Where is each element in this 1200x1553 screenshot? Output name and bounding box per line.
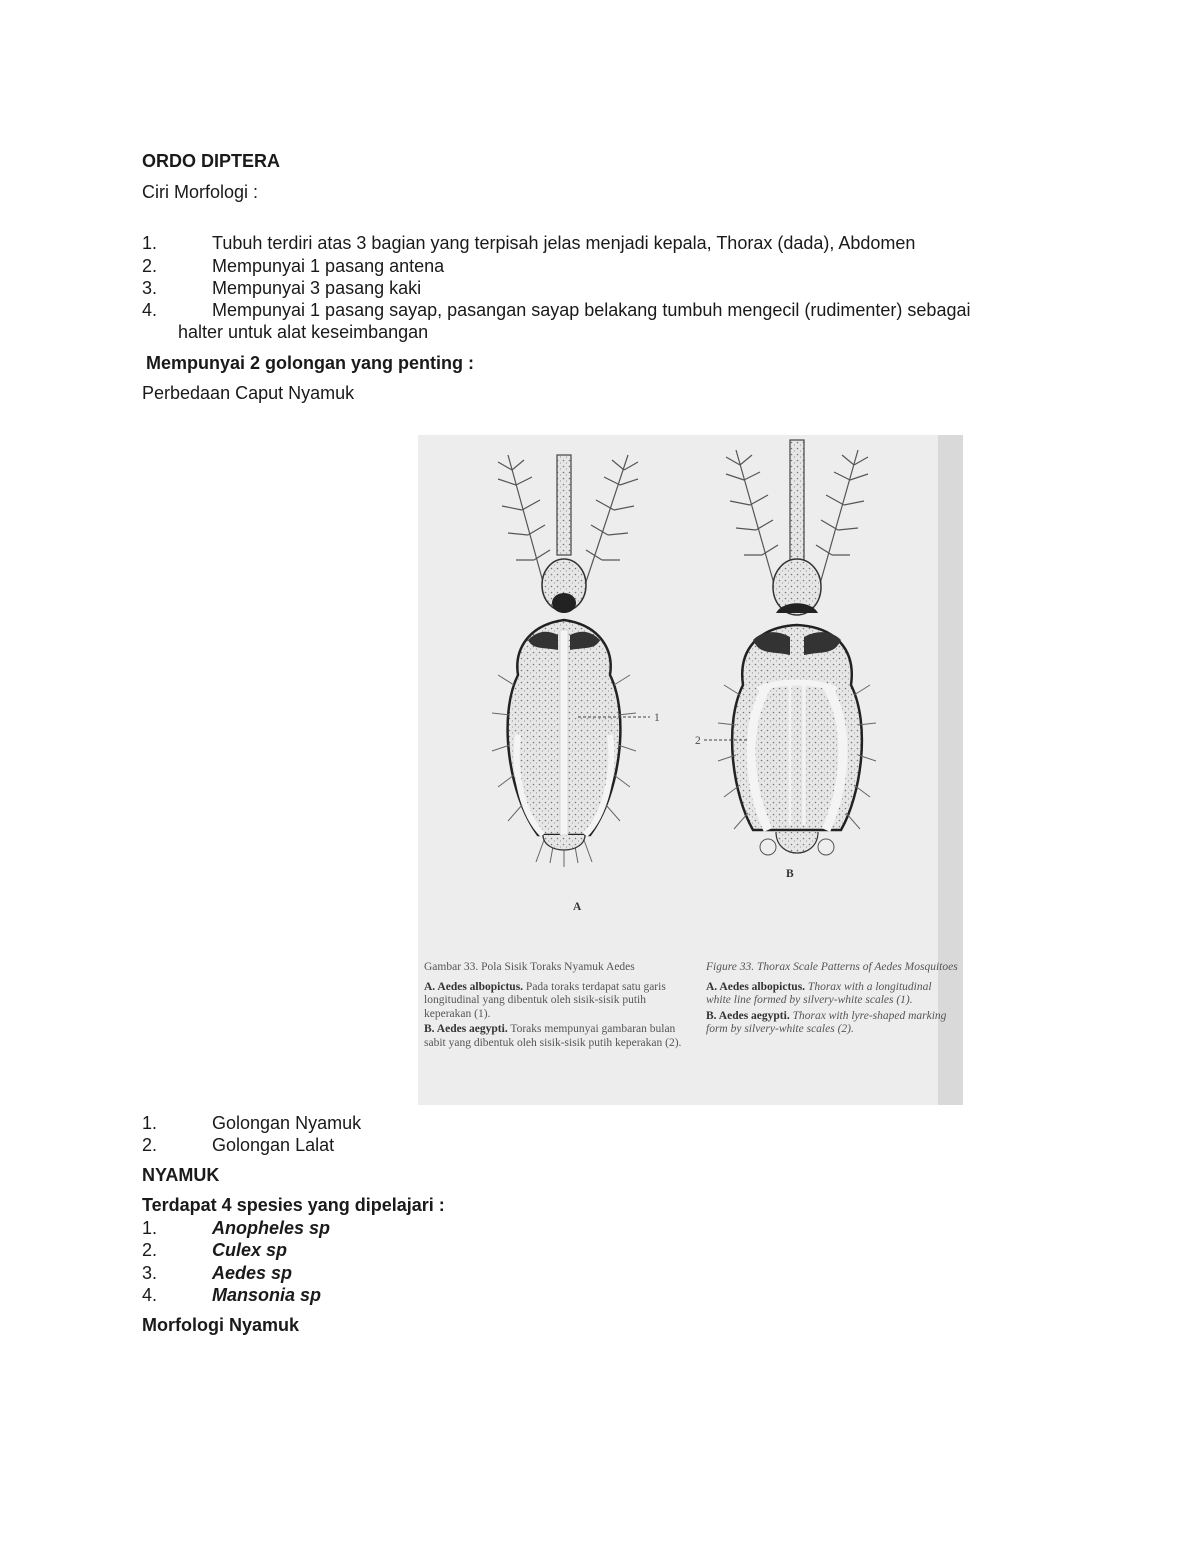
caption-right-a-bold: A. Aedes albopictus.: [706, 980, 806, 993]
list-item: Golongan Lalat: [212, 1135, 335, 1155]
list-item: Mempunyai 3 pasang kaki: [212, 278, 422, 298]
specimen-b-illustration: [695, 440, 876, 880]
caption-left-a-text: Pada toraks terdapat satu garis longitudinal yang dibentuk oleh sisik-sisik putih keperakan (1).: [424, 980, 666, 1020]
species-item: Anopheles sp: [212, 1218, 331, 1238]
species-item: Culex sp: [212, 1240, 288, 1260]
caption-right-a-text: Thorax with a longitudinal white line formed by silvery-white scales (1).: [706, 980, 932, 1006]
caption-right-title: Figure 33. Thorax Scale Patterns of Aedes Mosquitoes: [706, 961, 958, 973]
list-item-continuation: halter untuk alat keseimbangan: [178, 322, 429, 342]
nyamuk-heading: NYAMUK: [142, 1165, 220, 1185]
list-number: 3.: [142, 278, 158, 298]
morfologi-heading: Morfologi Nyamuk: [142, 1315, 300, 1335]
specimen-a-illustration: [492, 455, 660, 913]
list-number: 1.: [142, 1218, 158, 1238]
species-item: Aedes sp: [212, 1263, 293, 1283]
figure-label-a: A: [573, 901, 582, 913]
list-number: 2.: [142, 1135, 158, 1155]
caption-left-b-bold: B. Aedes aegypti.: [424, 1023, 508, 1035]
list-number: 1.: [142, 1113, 158, 1133]
spesies-heading: Terdapat 4 spesies yang dipelajari :: [142, 1195, 445, 1215]
ciri-subtitle: Ciri Morfologi :: [142, 182, 259, 202]
list-number: 4.: [142, 1285, 158, 1305]
caption-left-a-bold: A. Aedes albopictus.: [424, 980, 524, 993]
figure-label-2: 2: [695, 735, 701, 747]
list-number: 2.: [142, 256, 158, 276]
figure-label-b: B: [786, 868, 794, 880]
figure-caption-left: [424, 961, 686, 1101]
species-item: Mansonia sp: [212, 1285, 322, 1305]
list-number: 3.: [142, 1263, 158, 1283]
figure-label-1: 1: [654, 712, 660, 724]
list-item: Mempunyai 1 pasang antena: [212, 256, 445, 276]
list-item: Golongan Nyamuk: [212, 1113, 362, 1133]
list-item: Tubuh terdiri atas 3 bagian yang terpisah jelas menjadi kepala, Thorax (dada), Abdomen: [212, 233, 916, 253]
doc-title: ORDO DIPTERA: [142, 151, 281, 171]
golongan-heading: Mempunyai 2 golongan yang penting :: [146, 353, 475, 373]
caption-right-b-text: Thorax with lyre-shaped marking form by silvery-white scales (2).: [706, 1009, 947, 1035]
list-number: 1.: [142, 233, 158, 253]
mosquito-thorax-figure: [418, 435, 963, 1105]
list-item: Mempunyai 1 pasang sayap, pasangan sayap belakang tumbuh mengecil (rudimenter) sebagai: [212, 300, 971, 320]
figure-caption-right: [706, 961, 958, 1101]
caption-left-title: Gambar 33. Pola Sisik Toraks Nyamuk Aedes: [424, 961, 635, 973]
perbedaan-label: Perbedaan Caput Nyamuk: [142, 383, 355, 403]
caption-left-b-text: Toraks mempunyai gambaran bulan sabit yang dibentuk oleh sisik-sisik putih keperakan (2).: [424, 1023, 682, 1049]
list-number: 2.: [142, 1240, 158, 1260]
list-number: 4.: [142, 300, 158, 320]
caption-right-b-bold: B. Aedes aegypti.: [706, 1009, 790, 1022]
